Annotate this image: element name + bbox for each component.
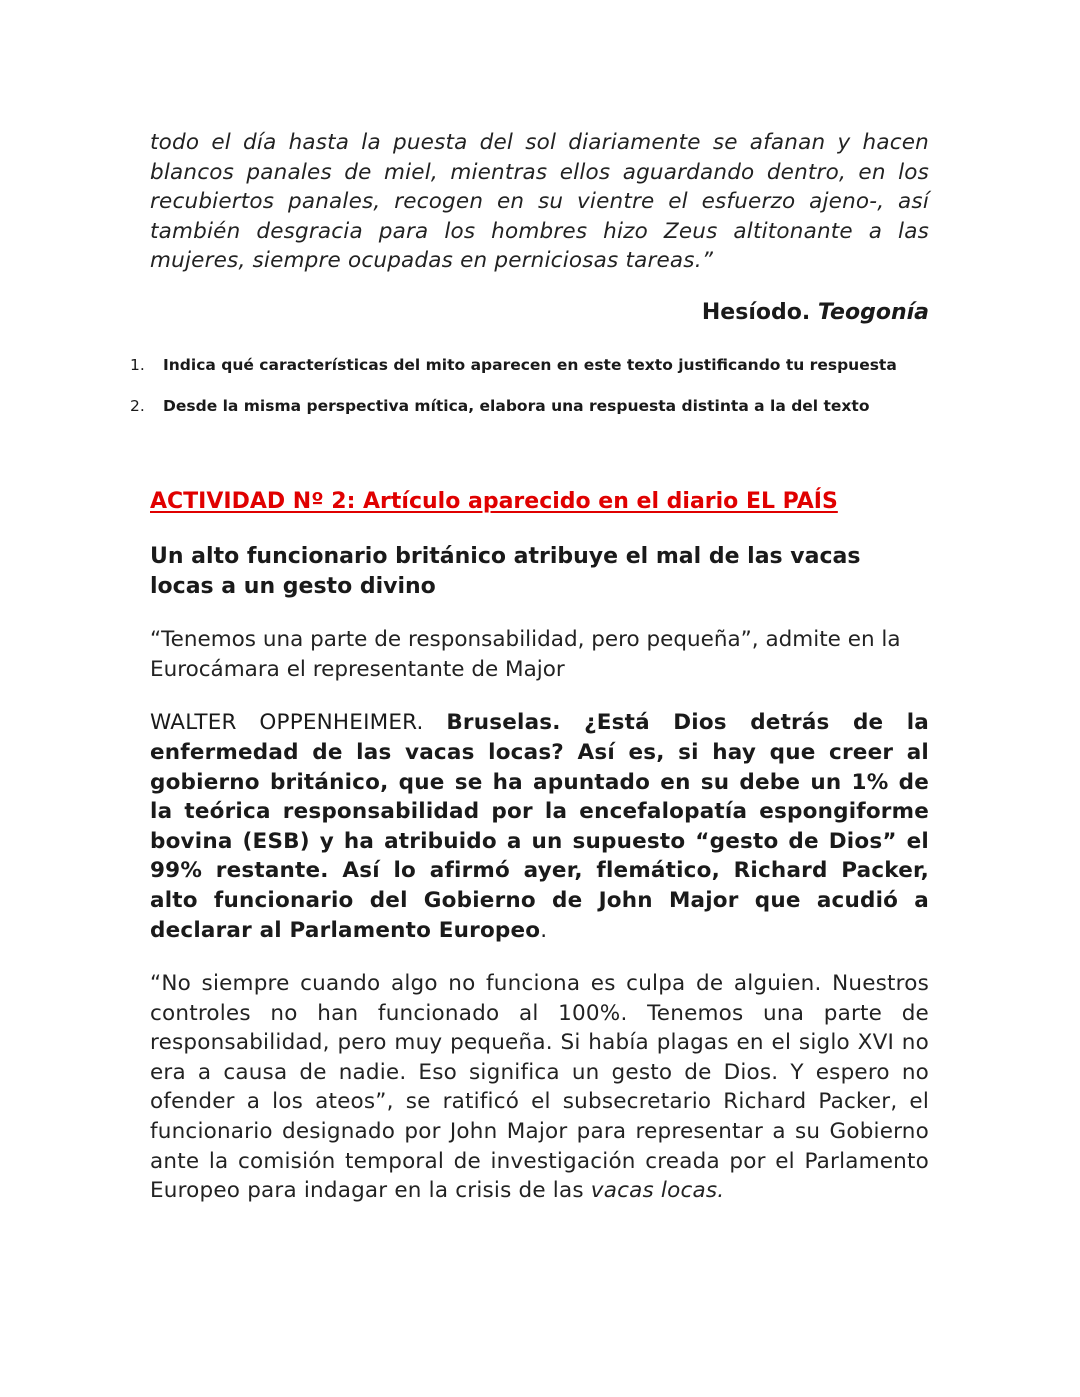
article-subheadline: “Tenemos una parte de responsabilidad, pero pequeña”, admite en la Eurocámara el representante de Major bbox=[150, 627, 901, 682]
question-text: Desde la misma perspectiva mítica, elabora una respuesta distinta a la del texto bbox=[163, 396, 870, 415]
question-item bbox=[130, 355, 929, 375]
article-lead-end: . bbox=[540, 917, 548, 943]
question-text: Indica qué características del mito aparecen en este texto justificando tu respuesta bbox=[163, 355, 897, 374]
article-body bbox=[150, 969, 929, 1206]
question-number: 1. bbox=[130, 355, 145, 374]
article-byline: WALTER OPPENHEIMER. bbox=[150, 710, 424, 736]
article-body-text: “No siempre cuando algo no funciona es culpa de alguien. Nuestros controles no han funcionado al 100%. Tenemos una parte de responsabilidad, pero muy pequeña. Si había plagas en el siglo XVI no era a causa de nadie. Eso significa un gesto de Dios. Y espero no ofender a los ateos”, se ratificó el subsecretario Richard Packer, el funcionario designado por John Major para representar a su Gobierno ante la comisión temporal de investigación creada por el Parlamento Europeo para indagar en la crisis de las bbox=[150, 971, 929, 1204]
question-list bbox=[130, 355, 929, 416]
article-body-italic: vacas locas. bbox=[590, 1178, 725, 1204]
hesiod-quote: todo el día hasta la puesta del sol diariamente se afanan y hacen blancos panales de miel, mientras ellos aguardando dentro, en los recubiertos panales, recogen en su vientre el esfuerzo ajeno-, así también desgracia para los hombres hizo Zeus altitonante a las mujeres, siempre ocupadas en perniciosas tareas.” bbox=[150, 130, 929, 274]
question-number: 2. bbox=[130, 396, 145, 415]
quote-attribution bbox=[150, 300, 929, 325]
article-lead bbox=[150, 708, 929, 945]
document-page bbox=[130, 128, 930, 1206]
attribution-author: Hesíodo. bbox=[701, 299, 811, 325]
activity-title: ACTIVIDAD Nº 2: Artículo aparecido en el diario EL PAÍS bbox=[150, 488, 838, 514]
article-headline: Un alto funcionario británico atribuye el mal de las vacas locas a un gesto divino bbox=[150, 543, 861, 599]
question-item bbox=[130, 396, 929, 416]
article-lead-text: Bruselas. ¿Está Dios detrás de la enfermedad de las vacas locas? Así es, si hay que creer al gobierno británico, que se ha apuntado en su debe un 1% de la teórica responsabilidad por la encefalopatía espongiforme bovina (ESB) y ha atribuido a un supuesto “gesto de Dios” el 99% restante. Así lo afirmó ayer, flemático, Richard Packer, alto funcionario del Gobierno de John Major que acudió a declarar al Parlamento Europeo bbox=[150, 710, 930, 943]
attribution-work: Teogonía bbox=[817, 299, 929, 325]
